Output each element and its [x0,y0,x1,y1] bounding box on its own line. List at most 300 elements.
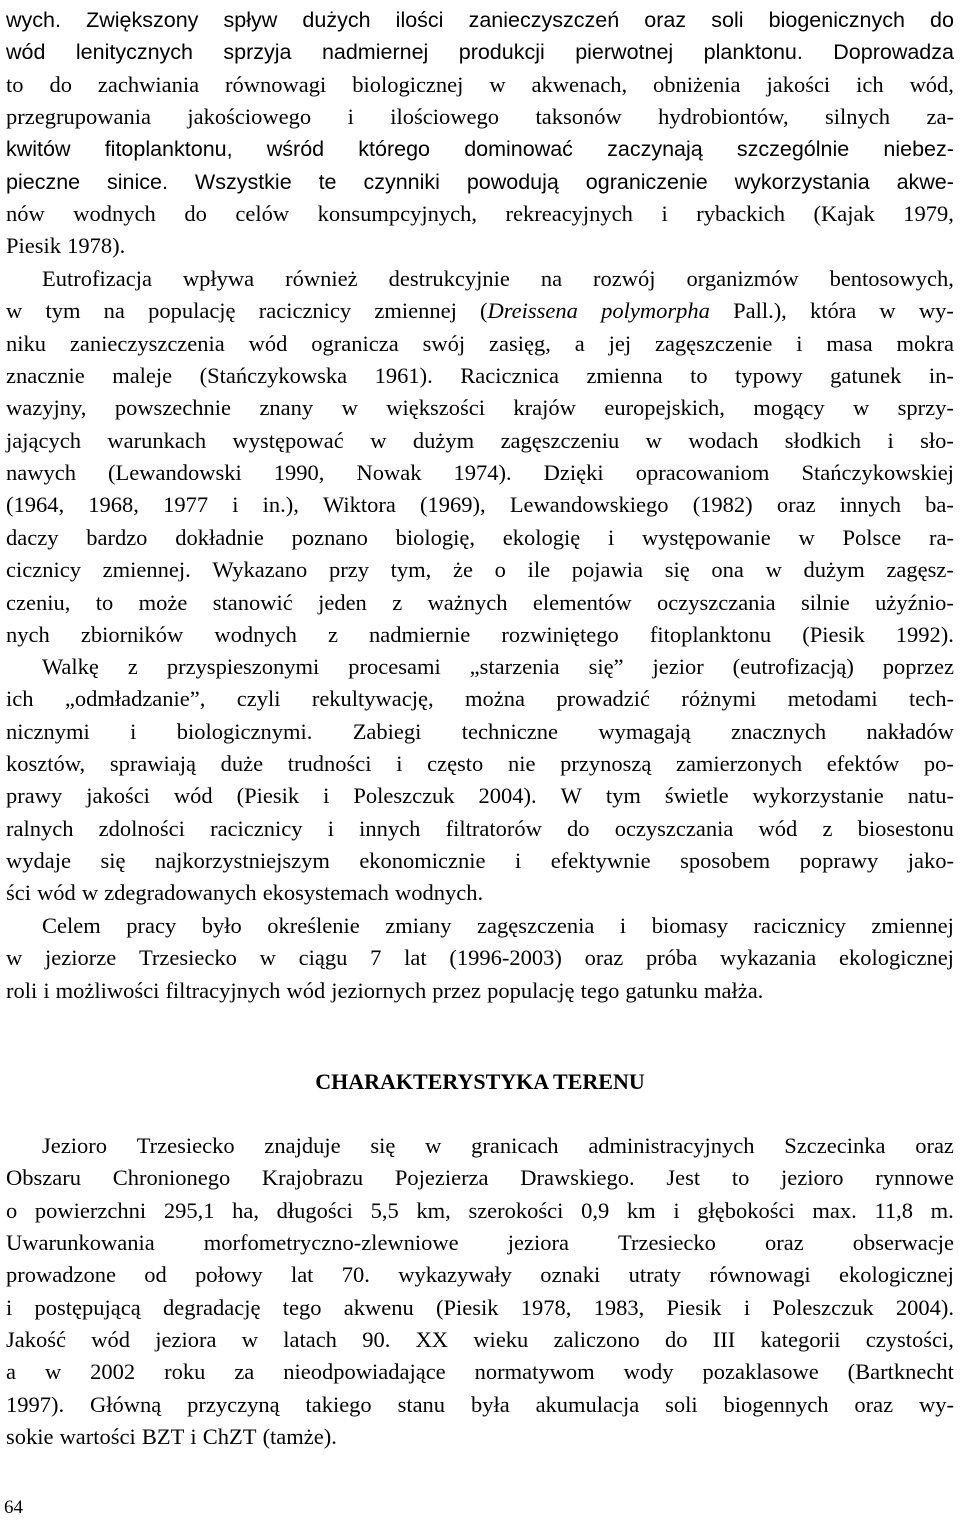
word: destrukcyjnie [388,266,510,291]
section-heading: CHARAKTERYSTYKA TERENU [315,1069,645,1094]
word: rekreacyjnych [505,201,633,227]
paragraph-5-line [6,1162,954,1194]
word: oraz [764,1230,804,1256]
word: pozaklasowe [702,1359,819,1385]
word: w [765,557,782,583]
word: 1983, [593,1294,645,1320]
word: (Piesik [435,1294,499,1320]
word: tym [45,298,81,324]
word: a [574,330,585,356]
word: o [6,1197,18,1223]
word: wartości [59,1424,136,1450]
paragraph-3-line [6,780,954,812]
word: tym [605,783,641,809]
word: zanieczyszczeń [468,8,620,32]
word: Racicznica [460,363,559,389]
word: próba [646,945,698,971]
word: efektywnie [550,848,651,874]
word: Poleszczuk [772,1294,874,1320]
word: większości [386,395,485,421]
word: 1992). [895,621,954,647]
word: czynniki [363,169,440,194]
word: i [232,492,239,518]
word: Piesik [666,1294,722,1320]
word: ilościowego [390,104,500,130]
word: jakości [766,71,831,97]
word: szczególnie [736,137,850,162]
word: to [95,589,114,615]
word: przegrupowania [6,104,151,130]
word: nadmiernej [321,40,429,65]
word: „starzenia [469,654,560,679]
word: i [514,848,522,874]
word: ra- [929,524,954,550]
word: poznano [291,524,368,550]
word: do [184,201,207,227]
word: Polsce [842,524,902,550]
word: oraz [584,945,624,971]
word: to [690,363,708,389]
word: wykorzystanie [752,783,884,809]
word: km, [416,1197,451,1223]
word: utraty [628,1262,682,1288]
paragraph-5-line [6,1292,954,1324]
word: ogranicza [311,330,399,356]
word: długości [276,1197,353,1223]
word: znacznych [731,718,827,744]
paragraph-2-line [6,392,954,424]
word: wykazania [720,945,817,971]
word: polymorpha [601,298,710,324]
word: po- [923,751,954,777]
word: Szczecinka [784,1133,886,1158]
word: Uwarunkowania [6,1230,155,1256]
paragraph-5-line [42,1130,954,1162]
word: 90. [362,1327,391,1353]
word: w [879,298,896,324]
paragraph-2-line [6,425,954,457]
word: tym, [390,557,432,583]
word: się” [588,654,624,679]
word: (1996-2003) [449,945,562,971]
word: oraz [854,1391,894,1417]
word: w [370,427,387,453]
word: występować [232,427,344,453]
word: obniżenia [653,71,741,97]
word: konsumpcyjnych, [317,201,477,227]
paragraph-5-line [6,1227,954,1259]
word: zamierzonych [675,751,803,777]
word: wód [37,880,76,906]
word: powszechnie [114,395,232,421]
word: przez [432,977,481,1003]
word: jezioro [781,1165,844,1191]
word: czyli [236,686,281,712]
word: populację [148,298,236,324]
word: masa [826,330,873,356]
word: znacznie [6,363,85,389]
word: sło- [920,427,954,453]
word: wy- [918,298,954,324]
word: rozwiniętego [501,621,619,647]
word: przyspieszonymi [166,654,320,679]
word: 11,8 [874,1197,913,1223]
paragraph-3-line [6,683,954,715]
paragraph-5-line [6,1421,954,1453]
word: jeziornych [331,977,427,1003]
word: ograniczenie [585,169,708,194]
word: 1978, [520,1294,572,1320]
word: która [810,298,857,324]
word: może [138,589,188,615]
word: którego [358,137,431,162]
word: biosestonu [857,815,954,841]
word: i [6,1294,13,1320]
word: zachwiania [97,71,200,97]
word: było [201,913,242,938]
word: nakładów [866,718,954,744]
word: i [608,524,615,550]
paragraph-5-line [6,1195,954,1227]
word: 1990, [273,460,325,486]
word: Doprowadza [833,40,954,65]
word: swój [422,330,466,356]
word: wych. [6,8,61,32]
word: tego [580,977,620,1003]
word: Celem [42,913,101,938]
word: zaczynają [607,137,703,162]
word: Zwiększony [86,8,199,32]
word: oczyszczania [657,589,776,615]
word: powodują [466,169,559,194]
word: oraz [915,1133,954,1158]
word: prowadzić [556,686,651,712]
word: nawych [6,460,76,486]
word: degradację [163,1294,261,1320]
word: 7 [370,945,382,971]
word: i [673,1197,680,1223]
word: się [100,848,126,874]
word: ekologię [502,524,581,550]
word: Obszaru [6,1165,81,1191]
word: jakości [86,783,150,809]
word: wodach [688,427,759,453]
word: i [661,201,668,227]
word: zmiany [385,913,452,938]
word: jeziora [155,1327,217,1353]
word: planktonu. [703,40,803,65]
word: o [494,557,506,583]
word: mokra [896,330,954,356]
word: ha, [232,1197,259,1223]
word: wód [173,783,213,809]
word: akwenach, [531,71,628,97]
word: w [489,71,506,97]
word: sokie [6,1424,54,1450]
word: wód, [909,71,954,97]
word: Jezioro [42,1133,107,1158]
word: w [44,1359,62,1385]
word: 295,1 [163,1197,215,1223]
paragraph-2-line [6,457,954,489]
word: małża. [703,977,764,1003]
paragraph-1-line [6,36,954,68]
word: Piesik [6,233,62,259]
word: ile [527,557,551,583]
word: ekonomicznie [359,848,486,874]
word: wy- [918,1391,954,1417]
word: rekultywację, [311,686,434,712]
word: w [798,524,815,550]
word: powierzchni [34,1197,147,1223]
word: kwitów [6,137,71,162]
word: przynoszą [560,751,652,777]
word: duże [220,751,264,777]
word: 1968, [88,492,139,518]
paragraph-5-line [6,1356,954,1388]
word: ści [6,880,31,906]
word: km [626,1197,656,1223]
word: (1982) [692,492,753,518]
word: w [341,395,358,421]
word: czeniu, [6,589,71,615]
word: poprzez [882,654,954,679]
word: równowagi [225,71,327,97]
word: ilości [395,8,444,32]
word: można [465,686,525,712]
word: Jakość [6,1327,66,1353]
word: to [731,1165,750,1191]
paragraph-2-line [6,328,954,360]
paragraph-1-line [6,166,954,198]
word: możliwości [55,977,160,1003]
word: trudności [287,751,372,777]
word: za- [926,104,954,130]
word: Eutrofizacja [42,266,152,291]
word: fitoplanktonu, [104,137,233,162]
word: i [190,1424,197,1450]
word: cicznicy [6,557,81,583]
word: latach [283,1327,337,1353]
word: w [853,395,870,421]
word: 1978). [67,233,126,259]
word: roku [164,1359,206,1385]
word: roli [6,977,38,1003]
word: poprawy [799,848,879,874]
word: ChZT [202,1424,257,1450]
word: gatunku [625,977,698,1003]
word: (Piesik [802,621,865,647]
word: produkcji [458,40,545,65]
word: akwe- [896,169,954,194]
word: nych [6,621,50,647]
word: spływ [223,8,278,32]
word: często [427,751,484,777]
word: (tamże). [262,1424,337,1450]
word: Nowak [356,460,422,486]
word: rynnowe [875,1165,954,1191]
paragraph-2-line [6,587,954,619]
paragraph-5-line [6,1324,954,1356]
word: sprzyja [223,40,292,65]
word: i [327,815,334,841]
word: wśród [266,137,325,162]
word: jeziora [507,1230,569,1256]
word: głębokości [697,1197,795,1223]
paragraph-1-line [6,198,954,230]
word: procesami [348,654,441,679]
word: przyczyną [187,1391,280,1417]
word: maleje [112,363,173,389]
word: racicznicy [210,815,303,841]
word: znany [259,395,314,421]
word: na [540,266,563,291]
word: 2004). [478,783,537,809]
word: oznaki [540,1262,601,1288]
word: hydrobiontów, [658,104,789,130]
word: zagęszczeniu [500,427,620,453]
word: biologicznymi. [176,718,313,744]
word: Drawskiego. [520,1165,635,1191]
word: w [645,427,662,453]
word: do [930,8,954,32]
word: soli [665,1391,698,1417]
word: z [822,815,833,841]
word: wód [286,977,326,1003]
word: w [241,1327,258,1353]
word: 1974). [453,460,512,486]
word: czystości, [865,1327,954,1353]
word: BZT [141,1424,185,1450]
word: Stańczykowskiej [801,460,954,486]
word: 1961). [374,363,433,389]
word: prowadzone [6,1262,116,1288]
word: przy [328,557,369,583]
word: stanowić [212,589,293,615]
word: postępującą [34,1294,141,1320]
word: Trzesiecko [138,945,237,971]
paragraph-3-line [42,651,954,683]
word: wody [623,1359,674,1385]
word: i [130,718,137,744]
word: się [664,557,690,583]
word: z [127,654,138,679]
word: zmiennej [374,298,457,324]
word: biologicznej [352,71,464,97]
word: słodkich [784,427,862,453]
paragraph-3-line [6,716,954,748]
word: innych [359,815,421,841]
word: (1964, [6,492,65,518]
word: 1977 [163,492,209,518]
word: ekologicznej [838,1262,954,1288]
word: i [323,783,330,809]
word: ralnych [6,815,74,841]
word: XX [415,1327,449,1353]
word: sinice. [107,169,168,194]
word: wykazywały [398,1262,512,1288]
word: jeden [318,589,367,615]
word: warunkach [107,427,207,453]
word: Lewandowskiego [509,492,669,518]
word: typowy [735,363,803,389]
word: ekologicznej [838,945,954,971]
word: zagęszczenia [477,913,595,938]
word: 1997). [6,1391,65,1417]
word: nów [6,201,45,227]
word: fitoplanktonu [649,621,772,647]
word: ona [711,557,744,583]
word: stanu [397,1391,446,1417]
word: Chronionego [112,1165,231,1191]
paragraph-1-line [6,4,954,36]
word: metodami [787,686,878,712]
word: i [347,104,354,130]
paragraph-2-line [42,263,954,295]
word: użyźnio- [875,589,954,615]
word: biogenicznych [768,8,905,32]
word: to [6,71,24,97]
word: wód [248,330,288,356]
word: zmiennej. [102,557,191,583]
word: pierwotnej [575,40,674,65]
word: techniczne [461,718,558,744]
word: występowanie [642,524,771,550]
word: kosztów, [6,751,86,777]
paragraph-1-line [6,101,954,133]
word: niku [6,330,47,356]
word: wodnych [73,201,156,227]
word: równowagi [709,1262,811,1288]
word: oraz [776,492,816,518]
word: na [103,298,125,324]
word: sposobem [680,848,771,874]
word: w [81,880,99,906]
word: w [425,1133,442,1158]
word: wpływa [182,266,255,291]
paragraph-4-line [6,942,954,974]
word: jako- [907,848,954,874]
word: dużych [302,8,371,32]
word: lenitycznych [75,40,193,65]
word: 2002 [90,1359,136,1385]
word: elementów [532,589,632,615]
paragraph-3-line [6,813,954,845]
word: wód [758,815,798,841]
word: filtracyjnych [165,977,281,1003]
word: kategorii [760,1327,841,1353]
word: zanieczyszczenia [69,330,225,356]
word: populację [487,977,575,1003]
word: (eutrofizacją) [732,654,854,679]
word: administracyjnych [588,1133,755,1158]
word: III [712,1327,736,1353]
paragraph-2-line [6,489,954,521]
paragraph-2-line [6,619,954,651]
word: gatunek [830,363,902,389]
word: zaliczono [553,1327,640,1353]
word: (Lewandowski [108,460,242,486]
word: celów [235,201,290,227]
word: 70. [341,1262,370,1288]
word: granicach [471,1133,559,1158]
word: Pojezierza [394,1165,489,1191]
word: w [259,945,276,971]
word: zagęszczenie [654,330,773,356]
word: zdolności [98,815,185,841]
word: biologię, [395,524,476,550]
word: i [396,751,403,777]
